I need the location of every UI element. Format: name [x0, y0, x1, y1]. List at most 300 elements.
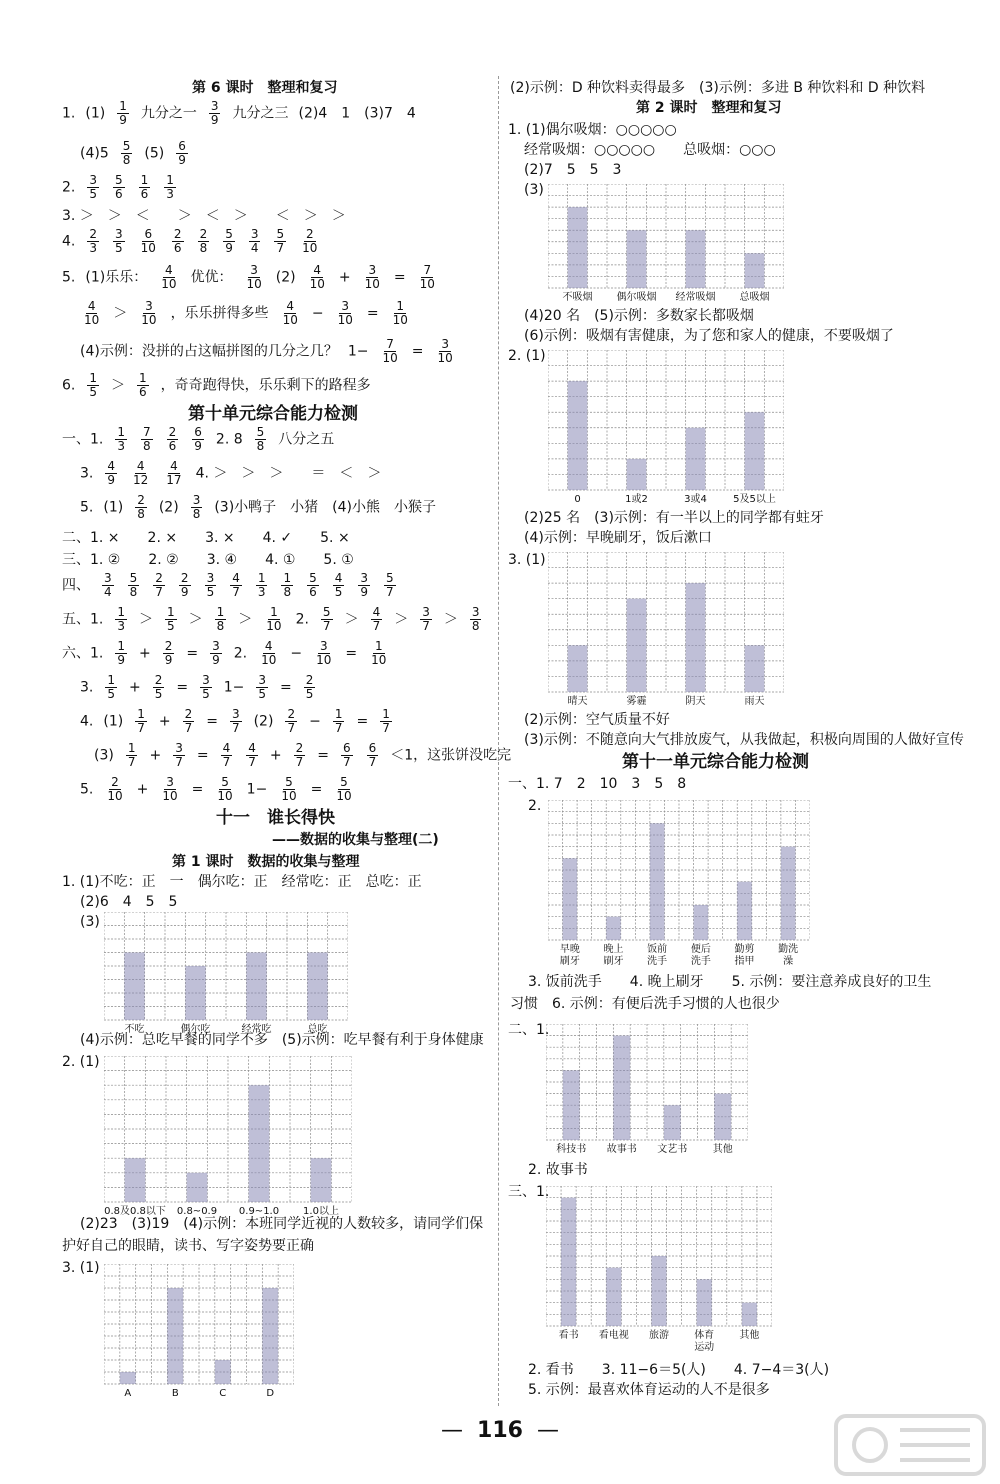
- bar-2: [627, 230, 647, 288]
- line-r13: (2)示例：空气质量不好: [524, 712, 670, 728]
- bar-6: [781, 847, 796, 940]
- text-run: 六、1.: [62, 645, 104, 662]
- chart-hobbies: [546, 1186, 772, 1354]
- line-r8: (6)示例：吸烟有害健康，为了您和家人的健康，不要吸烟了: [524, 328, 894, 344]
- fraction: $\frac{1}{7}$: [334, 707, 343, 735]
- category-label: 经常吃: [241, 1024, 272, 1035]
- fraction: $\frac{3}{7}$: [422, 605, 430, 633]
- category-label: 看电视: [598, 1330, 629, 1341]
- fraction: $\frac{3}{10}$: [162, 775, 178, 803]
- fraction: $\frac{3}{9}$: [210, 99, 219, 127]
- bar-4: [745, 412, 765, 490]
- line-r10: (2)25 名 (3)示例：有一半以上的同学都有蛀牙: [524, 510, 824, 526]
- fraction: $\frac{1}{7}$: [137, 707, 145, 735]
- category-label: 不吸烟: [562, 292, 593, 303]
- bar-chart-svg: [546, 1024, 748, 1156]
- bar-3: [686, 230, 706, 288]
- fraction: $\frac{3}{8}$: [192, 493, 201, 521]
- category-label: 故事书: [606, 1144, 637, 1155]
- fraction: $\frac{3}{10}$: [141, 299, 157, 327]
- category-label: 早晚: [559, 944, 580, 955]
- line-l5: 3. ＞ ＞ ＜ ＞ ＜ ＞ ＜ ＞ ＞: [62, 208, 346, 224]
- fraction: $\frac{3}{8}$: [471, 605, 480, 633]
- text-run: 4.: [80, 713, 94, 730]
- fraction: $\frac{6}{10}$: [140, 227, 156, 255]
- text-run: (3): [94, 747, 114, 764]
- text-run: (4)5: [80, 145, 109, 162]
- fraction: $\frac{4}{7}$: [248, 741, 256, 769]
- category-label: 运动: [694, 1342, 715, 1353]
- fraction: $\frac{2}{5}$: [154, 673, 163, 701]
- text-run: +: [129, 679, 141, 696]
- chart-vision: [104, 1056, 352, 1218]
- text-run: =: [393, 269, 406, 286]
- category-label: 晚上: [603, 944, 624, 955]
- chart-cavities: [548, 350, 784, 506]
- line-r3: 1. (1)偶尔吸烟：○○○○○: [508, 122, 677, 138]
- fraction: $\frac{5}{8}$: [122, 139, 131, 167]
- fraction: $\frac{3}{4}$: [104, 571, 112, 599]
- category-label: 看书: [558, 1330, 579, 1341]
- category-label: B: [171, 1388, 179, 1399]
- fraction: $\frac{2}{10}$: [107, 775, 123, 803]
- bar-chart-svg: [104, 1264, 294, 1400]
- text-run: 4. ＞ ＞ ＞ ＝ ＜ ＞: [195, 465, 382, 482]
- line-l13: [80, 460, 381, 487]
- line-r4: 经常吸烟：○○○○○ 总吸烟：○○○: [524, 142, 776, 158]
- line-l6: [62, 228, 321, 255]
- fraction: $\frac{3}{10}$: [337, 299, 353, 327]
- line-l33: 护好自己的眼睛，读书、写字姿势要正确: [62, 1238, 314, 1254]
- category-label: 饭前: [647, 944, 668, 955]
- text-run: =: [196, 747, 209, 764]
- text-run: =: [176, 679, 189, 696]
- text-run: 一、1.: [62, 431, 104, 448]
- chart-breakfast: [104, 912, 348, 1036]
- bar-1: [563, 858, 578, 940]
- category-label: 0: [574, 494, 581, 505]
- line-l7: [62, 264, 439, 291]
- category-label: 勤洗: [778, 944, 799, 955]
- text-run: 1−: [347, 343, 369, 360]
- text-run: (2)4 1 (3)7 4: [298, 105, 416, 122]
- category-label: 便后: [690, 944, 711, 955]
- fraction: $\frac{4}{10}$: [309, 263, 325, 291]
- line-r19: 习惯 6. 示例：有便后洗手习惯的人也很少: [510, 996, 780, 1012]
- lesson6-title: 第 6 课时 整理和复习: [192, 80, 338, 96]
- bar-1: [125, 1158, 146, 1202]
- fraction: $\frac{3}{10}$: [246, 263, 262, 291]
- line-l22: [94, 742, 511, 769]
- chart-books: [546, 1024, 748, 1156]
- fraction: $\frac{3}{7}$: [175, 741, 183, 769]
- text-run: ＞: [394, 611, 409, 628]
- fraction: $\frac{4}{7}$: [232, 571, 240, 599]
- text-run: 九分之一: [140, 105, 197, 122]
- category-label: C: [219, 1388, 227, 1399]
- fraction: $\frac{3}{5}$: [89, 173, 97, 201]
- fraction: $\frac{3}{5}$: [202, 673, 210, 701]
- text-run: (1)乐乐：: [85, 269, 148, 286]
- text-run: 5.: [80, 781, 94, 798]
- category-label: 阴天: [685, 696, 706, 707]
- fraction: $\frac{1}{5}$: [89, 371, 97, 399]
- fraction: $\frac{3}{7}$: [231, 707, 240, 735]
- text-run: 四、: [62, 577, 90, 594]
- fraction: $\frac{2}{9}$: [180, 571, 189, 599]
- fraction: $\frac{2}{6}$: [173, 227, 182, 255]
- text-run: 2. 8: [215, 431, 243, 448]
- bar-2: [627, 459, 647, 490]
- text-run: −: [290, 645, 303, 662]
- line-r11: (4)示例：早晚刷牙，饭后漱口: [524, 530, 712, 546]
- category-label: 指甲: [734, 956, 755, 967]
- category-label: 3或4: [684, 494, 707, 505]
- text-run: 优优：: [190, 269, 233, 286]
- line-l4: [62, 174, 178, 201]
- fraction: $\frac{5}{9}$: [225, 227, 233, 255]
- bar-chart-svg: [548, 350, 784, 506]
- bar-2: [627, 599, 647, 692]
- text-run: (2): [275, 269, 296, 286]
- text-run: 5.: [80, 499, 94, 516]
- line-l3: [80, 140, 190, 167]
- bar-4: [262, 1288, 278, 1384]
- bar-chart-svg: [548, 552, 784, 708]
- fraction: $\frac{5}{6}$: [309, 571, 317, 599]
- text-run: +: [338, 269, 351, 286]
- bar-1: [120, 1372, 136, 1384]
- fraction: $\frac{2}{7}$: [295, 741, 304, 769]
- bar-4: [697, 1279, 712, 1326]
- line-r18: 3. 饭前洗手 4. 晚上刷牙 5. 示例：要注意养成良好的卫生: [528, 974, 932, 990]
- page-number: — 116 —: [441, 1418, 559, 1443]
- text-run: 5.: [62, 269, 76, 286]
- text-run: ＞: [344, 611, 359, 628]
- category-label: 总吸烟: [739, 292, 770, 303]
- text-run: (4)示例：没拼的占这幅拼图的几分之几？: [80, 343, 338, 360]
- fraction: $\frac{1}{8}$: [283, 571, 292, 599]
- category-label: 体育: [694, 1330, 715, 1341]
- fraction: $\frac{1}{8}$: [216, 605, 225, 633]
- fraction: $\frac{3}{5}$: [258, 673, 267, 701]
- text-run: ＞: [188, 611, 203, 628]
- watermark-logo: [830, 1410, 990, 1480]
- line-r24: 5. 示例：最喜欢体育运动的人不是很多: [528, 1382, 770, 1398]
- fraction: $\frac{2}{5}$: [305, 673, 314, 701]
- text-run: +: [139, 645, 151, 662]
- category-label: 不吃: [124, 1024, 145, 1035]
- text-run: =: [280, 679, 292, 696]
- fraction: $\frac{2}{9}$: [164, 639, 173, 667]
- bar-4: [311, 1158, 332, 1202]
- line-r23: 2. 看书 3. 11−6＝5(人) 4. 7−4＝3(人): [528, 1362, 830, 1378]
- column-divider: [498, 76, 499, 1406]
- fraction: $\frac{5}{8}$: [256, 425, 265, 453]
- fraction: $\frac{2}{7}$: [184, 707, 193, 735]
- bar-chart-svg: [104, 912, 348, 1036]
- line-r7: (4)20 名 (5)示例：多数家长都吸烟: [524, 308, 754, 324]
- fraction: $\frac{5}{10}$: [281, 775, 297, 803]
- category-label: 晴天: [567, 696, 588, 707]
- line-l10: [62, 372, 371, 399]
- line-l32: (2)23 (3)19 (4)示例：本班同学近视的人数较多，请同学们保: [80, 1216, 484, 1232]
- fraction: $\frac{4}{10}$: [161, 263, 177, 291]
- text-run: (3)小鸭子 小猪 (4)小熊 小猴子: [214, 499, 436, 516]
- text-run: 3.: [80, 465, 94, 482]
- bar-3: [651, 1256, 666, 1326]
- line-l31: 2. (1): [62, 1054, 100, 1070]
- category-label: 刷牙: [559, 956, 580, 967]
- fraction: $\frac{7}{10}$: [419, 263, 435, 291]
- fraction: $\frac{3}{10}$: [316, 639, 332, 667]
- fraction: $\frac{2}{8}$: [137, 493, 145, 521]
- text-run: +: [158, 713, 171, 730]
- category-label: 澡: [783, 956, 794, 967]
- chart-weather: [548, 552, 784, 708]
- category-label: 1或2: [625, 494, 648, 505]
- bar-2: [606, 917, 621, 940]
- text-run: ＞: [238, 611, 253, 628]
- text-run: (5): [144, 145, 165, 162]
- bar-3: [686, 428, 706, 490]
- line-r21: 2. 故事书: [528, 1162, 588, 1178]
- category-label: 雨天: [744, 696, 765, 707]
- unit11-test-title: 第十一单元综合能力检测: [622, 752, 809, 772]
- bar-4: [714, 1094, 731, 1140]
- text-run: ＞: [113, 305, 128, 322]
- bar-4: [307, 953, 327, 1021]
- category-label: 0.8及0.8以下: [104, 1206, 166, 1217]
- text-run: 八分之五: [278, 431, 335, 448]
- category-label: 文艺书: [657, 1144, 688, 1155]
- bar-chart-svg: [548, 184, 784, 304]
- line-r17: 2.: [528, 798, 542, 814]
- fraction: $\frac{3}{10}$: [364, 263, 380, 291]
- fraction: $\frac{4}{9}$: [107, 459, 115, 487]
- fraction: $\frac{7}{10}$: [382, 337, 398, 365]
- category-label: 洗手: [647, 956, 668, 967]
- text-run: 6.: [62, 377, 76, 394]
- bar-1: [568, 207, 588, 288]
- fraction: $\frac{4}{10}$: [282, 299, 298, 327]
- bar-chart-svg: [104, 1056, 352, 1218]
- text-run: =: [366, 305, 379, 322]
- text-run: ＜1，这张饼没吃完: [390, 747, 512, 764]
- category-label: 1.0以上: [303, 1206, 339, 1217]
- bar-2: [167, 1288, 183, 1384]
- line-l12: [62, 426, 334, 453]
- text-run: =: [356, 713, 369, 730]
- fraction: $\frac{1}{10}$: [371, 639, 387, 667]
- line-l30: (4)示例：总吃早餐的同学不多 (5)示例：吃早餐有利于身体健康: [80, 1032, 484, 1048]
- fraction: $\frac{1}{3}$: [257, 571, 266, 599]
- line-l9: [80, 338, 457, 365]
- fraction: $\frac{2}{3}$: [89, 227, 97, 255]
- bar-4: [745, 253, 765, 288]
- unit10-test-title: 第十单元综合能力检测: [188, 404, 358, 424]
- fraction: $\frac{7}{8}$: [143, 425, 151, 453]
- chart-hygiene: [548, 800, 810, 968]
- line-l15: 二、1. × 2. × 3. × 4. ✓ 5. ×: [62, 530, 350, 546]
- text-run: =: [206, 713, 218, 730]
- text-run: (2): [158, 499, 179, 516]
- fraction: $\frac{1}{5}$: [107, 673, 115, 701]
- fraction: $\frac{1}{3}$: [166, 173, 174, 201]
- line-l23: [80, 776, 356, 803]
- text-run: −: [311, 305, 324, 322]
- fraction: $\frac{1}{7}$: [382, 707, 390, 735]
- category-label: 雾霾: [626, 696, 647, 707]
- fraction: $\frac{2}{7}$: [155, 571, 163, 599]
- fraction: $\frac{1}{9}$: [117, 639, 125, 667]
- fraction: $\frac{1}{6}$: [140, 173, 149, 201]
- text-run: ＞: [111, 377, 125, 394]
- line-l17: [62, 572, 398, 599]
- fraction: $\frac{6}{9}$: [194, 425, 202, 453]
- category-label: 5及5以上: [733, 494, 776, 505]
- fraction: $\frac{3}{9}$: [212, 639, 220, 667]
- bar-1: [561, 1198, 576, 1326]
- category-label: 科技书: [556, 1144, 587, 1155]
- bar-3: [215, 1360, 231, 1384]
- line-l2: [62, 100, 416, 127]
- line-l29: (3): [80, 914, 100, 930]
- text-run: 1.: [62, 105, 76, 122]
- bar-2: [613, 1036, 630, 1140]
- bar-4: [694, 905, 709, 940]
- category-label: 刷牙: [603, 956, 624, 967]
- category-label: 0.9~1.0: [238, 1206, 280, 1217]
- line-l14: [80, 494, 436, 521]
- fraction: $\frac{4}{10}$: [84, 299, 100, 327]
- text-run: 2.: [295, 611, 309, 628]
- fraction: $\frac{5}{10}$: [336, 775, 352, 803]
- fraction: $\frac{4}{5}$: [334, 571, 343, 599]
- fraction: $\frac{2}{7}$: [287, 707, 296, 735]
- fraction: $\frac{4}{7}$: [222, 741, 231, 769]
- bar-2: [187, 1173, 208, 1202]
- fraction: $\frac{1}{3}$: [117, 425, 125, 453]
- line-r12: 3. (1): [508, 552, 546, 568]
- bar-1: [568, 381, 588, 490]
- fraction: $\frac{2}{6}$: [168, 425, 177, 453]
- bar-3: [650, 823, 665, 940]
- text-run: =: [310, 781, 323, 798]
- bar-3: [246, 953, 266, 1021]
- bar-5: [742, 1303, 757, 1326]
- fraction: $\frac{4}{7}$: [372, 605, 381, 633]
- text-run: 3.: [80, 679, 94, 696]
- chart-smoking: [548, 184, 784, 304]
- fraction: $\frac{3}{5}$: [206, 571, 215, 599]
- line-r5: (2)7 5 5 3: [524, 162, 622, 178]
- line-l27: 1. (1)不吃：正 一 偶尔吃：正 经常吃：正 总吃：正: [62, 874, 422, 890]
- text-run: =: [186, 645, 199, 662]
- line-l8: [80, 300, 412, 327]
- fraction: $\frac{1}{9}$: [119, 99, 127, 127]
- fraction: $\frac{5}{6}$: [115, 173, 123, 201]
- bar-3: [664, 1105, 681, 1140]
- text-run: ＞: [139, 611, 153, 628]
- fraction: $\frac{1}{3}$: [117, 605, 125, 633]
- bar-3: [686, 583, 706, 692]
- bar-3: [249, 1085, 270, 1202]
- fraction: $\frac{1}{6}$: [139, 371, 147, 399]
- unit11-subtitle: ——数据的收集与整理(二): [272, 832, 439, 848]
- category-label: 其他: [712, 1144, 733, 1155]
- bar-1: [563, 1070, 580, 1140]
- fraction: $\frac{3}{5}$: [115, 227, 123, 255]
- text-run: 2.: [233, 645, 248, 662]
- text-run: =: [411, 343, 424, 360]
- fraction: $\frac{1}{7}$: [127, 741, 136, 769]
- line-l21: [80, 708, 394, 735]
- fraction: $\frac{6}{7}$: [368, 741, 377, 769]
- fraction: $\frac{4}{12}$: [133, 459, 149, 487]
- category-label: 0.8~0.9: [176, 1206, 218, 1217]
- fraction: $\frac{2}{8}$: [199, 227, 208, 255]
- text-run: (1): [103, 713, 124, 730]
- fraction: $\frac{2}{10}$: [302, 227, 318, 255]
- fraction: $\frac{1}{10}$: [266, 605, 282, 633]
- bar-2: [606, 1268, 621, 1326]
- category-label: 经常吸烟: [675, 292, 716, 303]
- category-label: 勤剪: [734, 944, 755, 955]
- line-l28: (2)6 4 5 5: [80, 894, 178, 910]
- line-r16: 一、1. 7 2 10 3 5 8: [508, 776, 687, 792]
- bar-5: [737, 882, 752, 940]
- category-label: D: [266, 1388, 275, 1399]
- text-run: =: [317, 747, 329, 764]
- line-r1: (2)示例：D 种饮料卖得最多 (3)示例：多进 B 种饮料和 D 种饮料: [510, 80, 926, 96]
- fraction: $\frac{4}{10}$: [261, 639, 277, 667]
- text-run: 1−: [246, 781, 268, 798]
- text-run: =: [345, 645, 358, 662]
- chart-drinks: [104, 1264, 294, 1400]
- text-run: ，乐乐拼得多些: [170, 305, 269, 322]
- text-run: +: [136, 781, 149, 798]
- text-run: (2): [253, 713, 274, 730]
- bar-chart-svg: [546, 1186, 772, 1354]
- fraction: $\frac{6}{9}$: [178, 139, 186, 167]
- text-run: −: [309, 713, 321, 730]
- text-run: +: [269, 747, 282, 764]
- category-label: 其他: [739, 1330, 760, 1341]
- bar-2: [185, 966, 205, 1020]
- fraction: $\frac{1}{5}$: [167, 605, 175, 633]
- line-l19: [62, 640, 390, 667]
- category-label: 洗手: [690, 956, 711, 967]
- fraction: $\frac{5}{7}$: [276, 227, 285, 255]
- line-r9: 2. (1): [508, 348, 546, 364]
- text-run: (1): [103, 499, 124, 516]
- line-r20: 二、1.: [508, 1022, 550, 1038]
- unit11-title: 十一 谁长得快: [216, 808, 335, 828]
- bar-chart-svg: [548, 800, 810, 968]
- page-number-text: 116: [477, 1418, 523, 1443]
- text-run: 4.: [62, 233, 76, 250]
- line-l16: 三、1. ② 2. ② 3. ④ 4. ① 5. ①: [62, 552, 354, 568]
- text-run: ，奇奇跑得快，乐乐剩下的路程多: [160, 377, 371, 394]
- lesson1-title: 第 1 课时 数据的收集与整理: [172, 854, 360, 870]
- fraction: $\frac{5}{7}$: [322, 605, 331, 633]
- text-run: =: [191, 781, 204, 798]
- text-run: +: [149, 747, 162, 764]
- category-label: 偶尔吸烟: [616, 292, 657, 303]
- text-run: 2.: [62, 179, 76, 196]
- category-label: 旅游: [649, 1330, 669, 1341]
